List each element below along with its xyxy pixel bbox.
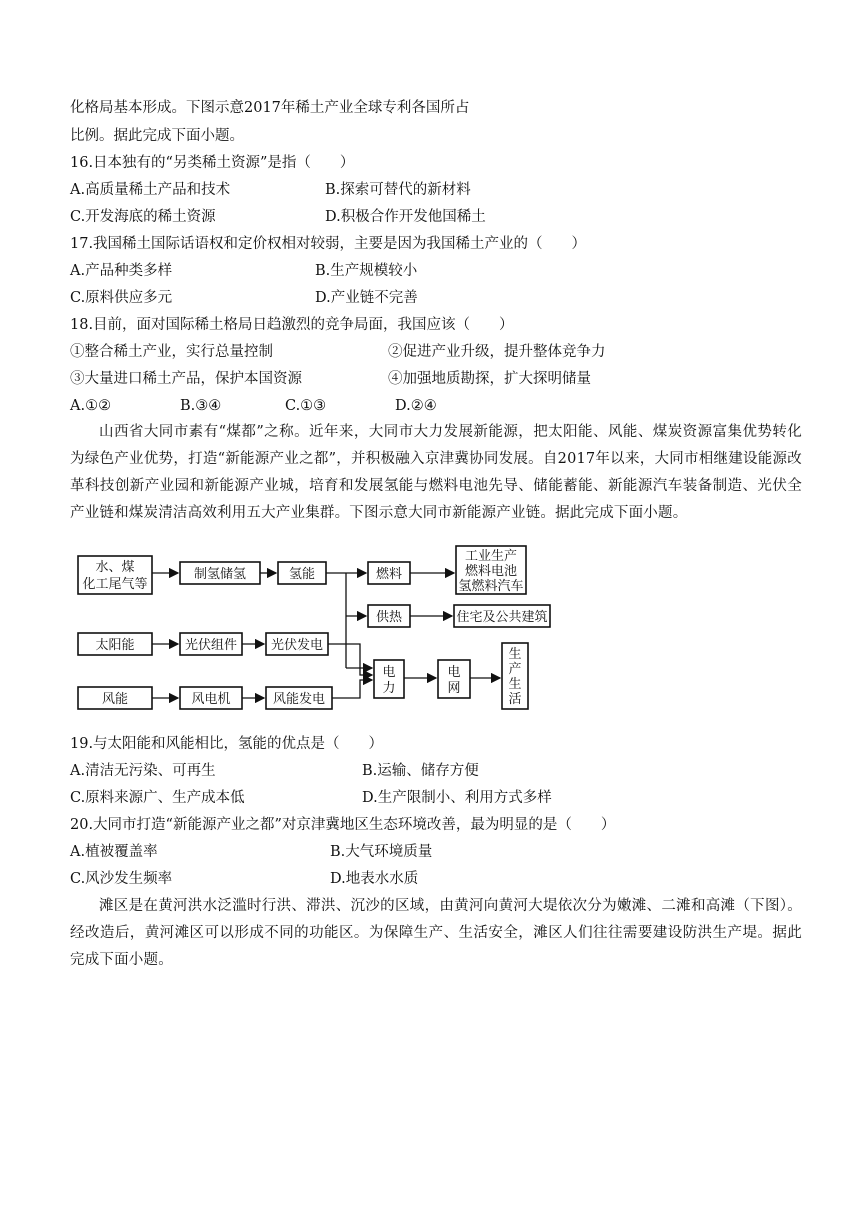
box-water-coal-gas [78,556,152,594]
q17-stem: 17.我国稀土国际话语权和定价权相对较弱，主要是因为我国稀土产业的（ ） [70,236,587,252]
box-pv-module [180,633,242,655]
q19-option-c: C.原料来源广、生产成本低 [70,790,245,806]
q18-option-a: A.①② [70,398,112,414]
box-hydrogen-production [180,562,260,584]
q16-stem: 16.日本独有的“另类稀土资源”是指（ ） [70,155,355,171]
box-production-life [502,643,528,709]
label-pv-power: 光伏发电 [270,638,324,653]
q20-stem: 20.大同市打造“新能源产业之都”对京津冀地区生态环境改善，最为明显的是（ ） [70,817,616,833]
q17-option-b: B.生产规模较小 [315,263,418,279]
box-buildings [454,605,550,627]
label-grid-1: 电 [447,665,461,680]
label-industrial-production: 工业生产 [464,549,518,564]
q18-statement-1: ①整合稀土产业，实行总量控制 [70,344,273,360]
label-wind-power: 风能发电 [272,692,326,707]
arrow-pv-power-to-power [328,644,372,675]
label-wind: 风能 [101,692,129,707]
box-grid [438,660,470,698]
q20-option-b: B.大气环境质量 [330,844,433,860]
box-wind [78,687,152,709]
label-life-4: 活 [508,692,522,707]
passage-tanqu: 滩区是在黄河洪水泛滥时行洪、滞洪、沉沙的区域，由黄河向黄河大堤依次分为嫩滩、二滩和高滩（下图）。经改造后，黄河滩区可以形成不同的功能区。为保障生产、生活安全，滩区人们往往需要建设防洪生产堤。据此完成下面小题。 [70,898,802,968]
box-pv-power [266,633,328,655]
q20-option-d: D.地表水水质 [330,871,419,887]
box-solar [78,633,152,655]
label-electricity-2: 力 [382,681,396,696]
box-heating [368,605,410,627]
arrow-wind-power-to-power [332,680,372,698]
intro-line-1: 化格局基本形成。下图示意2017年稀土产业全球专利各国所占 [70,100,470,116]
q19-option-a: A.清洁无污染、可再生 [70,763,216,779]
label-water-coal: 水、煤 [95,560,135,575]
q20-option-c: C.风沙发生频率 [70,871,173,887]
label-solar: 太阳能 [95,638,135,653]
q18-statement-3: ③大量进口稀土产品，保护本国资源 [70,371,302,387]
label-life-2: 产 [508,662,522,677]
q17-option-c: C.原料供应多元 [70,290,173,306]
label-wind-turbine: 风电机 [191,692,231,707]
label-fuel: 燃料 [375,567,403,582]
passage-datong: 山西省大同市素有“煤都”之称。近年来，大同市大力发展新能源，把太阳能、风能、煤炭资源富集优势转化为绿色产业优势，打造“新能源产业之都”，并积极融入京津冀协同发展。自2017年以来，大同市相继建设能源改革科技创新产业园和新能源产业城，培育和发展氢能与燃料电池先导、储能蓄能、新能源汽车装备制造、光伏全产业链和煤炭清洁高效利用五大产业集群。下图示意大同市新能源产业链。据此完成下面小题。 [70,424,802,521]
q16-option-d: D.积极合作开发他国稀土 [325,209,486,225]
label-life-1: 生 [508,647,522,662]
label-hydrogen: 氢能 [288,567,316,582]
label-hydrogen-vehicle: 氢燃料汽车 [458,579,524,594]
q18-statement-4: ④加强地质勘探，扩大探明储量 [388,371,591,387]
label-heating: 供热 [375,610,403,625]
q18-stem: 18.目前，面对国际稀土格局日趋激烈的竞争局面，我国应该（ ） [70,317,514,333]
q16-option-a: A.高质量稀土产品和技术 [70,182,231,198]
q18-statement-2: ②促进产业升级，提升整体竞争力 [388,344,606,360]
box-fuel [368,562,410,584]
label-electricity-1: 电 [382,665,396,680]
q19-option-d: D.生产限制小、利用方式多样 [362,790,552,806]
q19-stem: 19.与太阳能和风能相比，氢能的优点是（ ） [70,736,384,752]
q16-option-c: C.开发海底的稀土资源 [70,209,216,225]
q18-option-d: D.②④ [395,398,437,414]
label-buildings: 住宅及公共建筑 [456,610,548,625]
label-hydrogen-production: 制氢储氢 [193,567,247,582]
box-wind-turbine [180,687,242,709]
q18-option-b: B.③④ [180,398,222,414]
new-energy-industry-chain-diagram [70,540,560,710]
q20-option-a: A.植被覆盖率 [70,844,158,860]
intro-line-2: 比例。据此完成下面小题。 [70,128,244,144]
box-wind-power [266,687,332,709]
box-electricity [374,660,404,698]
q16-option-b: B.探索可替代的新材料 [325,182,471,198]
box-fuel-uses [456,546,526,594]
label-pv-module: 光伏组件 [184,638,238,653]
label-grid-2: 网 [447,681,461,696]
label-chemical-gas: 化工尾气等 [82,577,148,592]
q19-option-b: B.运输、储存方便 [362,763,479,779]
q17-option-a: A.产品种类多样 [70,263,173,279]
label-life-3: 生 [508,677,522,692]
q18-option-c: C.①③ [285,398,327,414]
label-fuel-cell: 燃料电池 [464,564,518,579]
box-hydrogen [278,562,326,584]
q17-option-d: D.产业链不完善 [315,290,418,306]
